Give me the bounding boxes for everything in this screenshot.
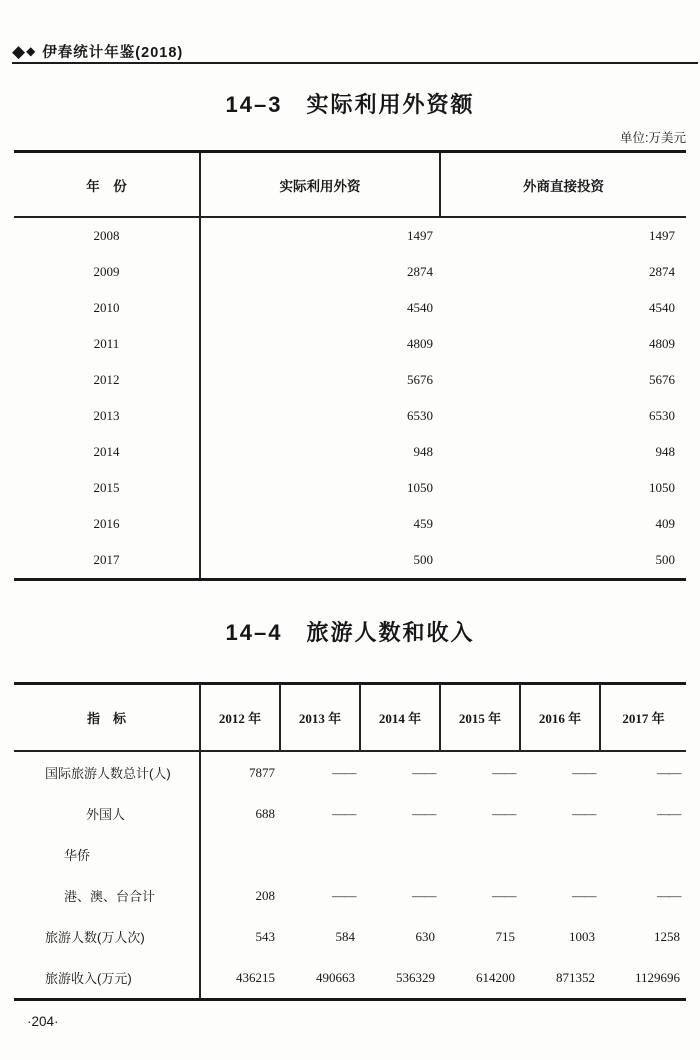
cell-value — [601, 834, 686, 875]
cell-value: —— — [572, 887, 595, 903]
table-row — [14, 326, 686, 362]
cell-utilized: 2874 — [407, 264, 433, 279]
cell-value: —— — [332, 887, 355, 903]
cell-value: —— — [492, 764, 515, 780]
cell-value: 584 — [335, 928, 355, 944]
cell-value: —— — [492, 805, 515, 821]
table-row — [14, 957, 686, 998]
cell-indicator: 国际旅游人数总计(人) — [14, 752, 201, 793]
cell-utilized: 5676 — [407, 372, 433, 387]
table-14-4-header-row — [14, 682, 686, 752]
cell-utilized: 459 — [413, 516, 433, 531]
table-row — [14, 290, 686, 326]
table-row — [14, 218, 686, 254]
cell-value: —— — [572, 805, 595, 821]
cell-year: 2009 — [14, 254, 201, 290]
cell-value: 630 — [415, 928, 435, 944]
cell-value: 715 — [495, 928, 515, 944]
cell-value: 1003 — [569, 928, 595, 944]
cell-value: —— — [412, 887, 435, 903]
header-rule — [12, 62, 698, 64]
cell-fdi: 500 — [655, 552, 675, 567]
table-row — [14, 362, 686, 398]
table-14-4-title: 14–4 旅游人数和收入 — [225, 620, 475, 645]
cell-value — [521, 834, 601, 875]
cell-value — [361, 834, 441, 875]
page-header — [12, 40, 698, 62]
table-row — [14, 752, 686, 793]
table-14-4 — [14, 682, 686, 1001]
column-header-2012: 2012 年 — [201, 685, 281, 750]
yearbook-title: 伊春统计年鉴(2018) — [42, 44, 184, 61]
cell-value: 1129696 — [634, 969, 680, 985]
cell-value: 871352 — [556, 969, 595, 985]
cell-fdi: 948 — [655, 444, 675, 459]
column-header-year: 年 份 — [14, 153, 201, 216]
cell-fdi: 1497 — [649, 228, 675, 243]
cell-indicator: 外国人 — [14, 793, 201, 834]
cell-indicator: 港、澳、台合计 — [14, 875, 201, 916]
table-row — [14, 834, 686, 875]
cell-fdi: 5676 — [649, 372, 675, 387]
table-row — [14, 254, 686, 290]
cell-indicator: 旅游人数(万人次) — [14, 916, 201, 957]
cell-year: 2011 — [14, 326, 201, 362]
cell-value: 536329 — [396, 969, 435, 985]
cell-utilized: 1050 — [407, 480, 433, 495]
table-14-3 — [14, 150, 686, 581]
diamond-icon-large: ◆ — [12, 41, 26, 61]
cell-year: 2013 — [14, 398, 201, 434]
table-row — [14, 793, 686, 834]
unit-label: 单位:万美元 — [620, 131, 686, 145]
cell-year: 2015 — [14, 470, 201, 506]
cell-year: 2012 — [14, 362, 201, 398]
cell-fdi: 1050 — [649, 480, 675, 495]
cell-fdi: 6530 — [649, 408, 675, 423]
cell-value: —— — [412, 764, 435, 780]
cell-year: 2014 — [14, 434, 201, 470]
cell-value: 208 — [255, 887, 275, 903]
cell-value: 1258 — [654, 928, 680, 944]
page-number: ·204· — [27, 1014, 59, 1029]
diamond-icon-small: ◆ — [26, 44, 36, 58]
cell-value: —— — [657, 887, 680, 903]
cell-value — [201, 834, 281, 875]
cell-utilized: 1497 — [407, 228, 433, 243]
table-14-3-title: 14–3 实际利用外资额 — [225, 92, 475, 117]
cell-value: —— — [332, 764, 355, 780]
column-header-indicator: 指 标 — [14, 685, 201, 750]
table-row — [14, 875, 686, 916]
column-header-2015: 2015 年 — [441, 685, 521, 750]
cell-value: —— — [492, 887, 515, 903]
cell-year: 2017 — [14, 542, 201, 578]
cell-utilized: 4809 — [407, 336, 433, 351]
column-header-2016: 2016 年 — [521, 685, 601, 750]
cell-value — [281, 834, 361, 875]
column-header-utilized: 实际利用外资 — [201, 153, 441, 216]
cell-year: 2016 — [14, 506, 201, 542]
cell-fdi: 2874 — [649, 264, 675, 279]
column-header-2013: 2013 年 — [281, 685, 361, 750]
column-header-fdi: 外商直接投资 — [523, 178, 604, 194]
column-header-2014: 2014 年 — [361, 685, 441, 750]
cell-value: 543 — [255, 928, 275, 944]
table-row — [14, 916, 686, 957]
cell-value: 614200 — [476, 969, 515, 985]
cell-utilized: 948 — [413, 444, 433, 459]
table-row — [14, 506, 686, 542]
table-row — [14, 398, 686, 434]
cell-value: —— — [657, 764, 680, 780]
cell-utilized: 500 — [413, 552, 433, 567]
cell-value: 436215 — [236, 969, 275, 985]
cell-indicator: 旅游收入(万元) — [14, 957, 201, 998]
cell-value: —— — [657, 805, 680, 821]
cell-indicator: 华侨 — [14, 834, 201, 875]
cell-year: 2008 — [14, 218, 201, 254]
table-row — [14, 542, 686, 578]
column-header-2017: 2017 年 — [622, 711, 665, 726]
cell-value: —— — [332, 805, 355, 821]
cell-value: 490663 — [316, 969, 355, 985]
cell-value: 688 — [255, 805, 275, 821]
table-row — [14, 434, 686, 470]
cell-value: —— — [412, 805, 435, 821]
cell-utilized: 6530 — [407, 408, 433, 423]
cell-value: —— — [572, 764, 595, 780]
cell-value — [441, 834, 521, 875]
cell-utilized: 4540 — [407, 300, 433, 315]
cell-fdi: 409 — [655, 516, 675, 531]
table-14-3-header-row — [14, 150, 686, 218]
table-row — [14, 470, 686, 506]
cell-fdi: 4540 — [649, 300, 675, 315]
cell-fdi: 4809 — [649, 336, 675, 351]
cell-value: 7877 — [249, 764, 275, 780]
cell-year: 2010 — [14, 290, 201, 326]
